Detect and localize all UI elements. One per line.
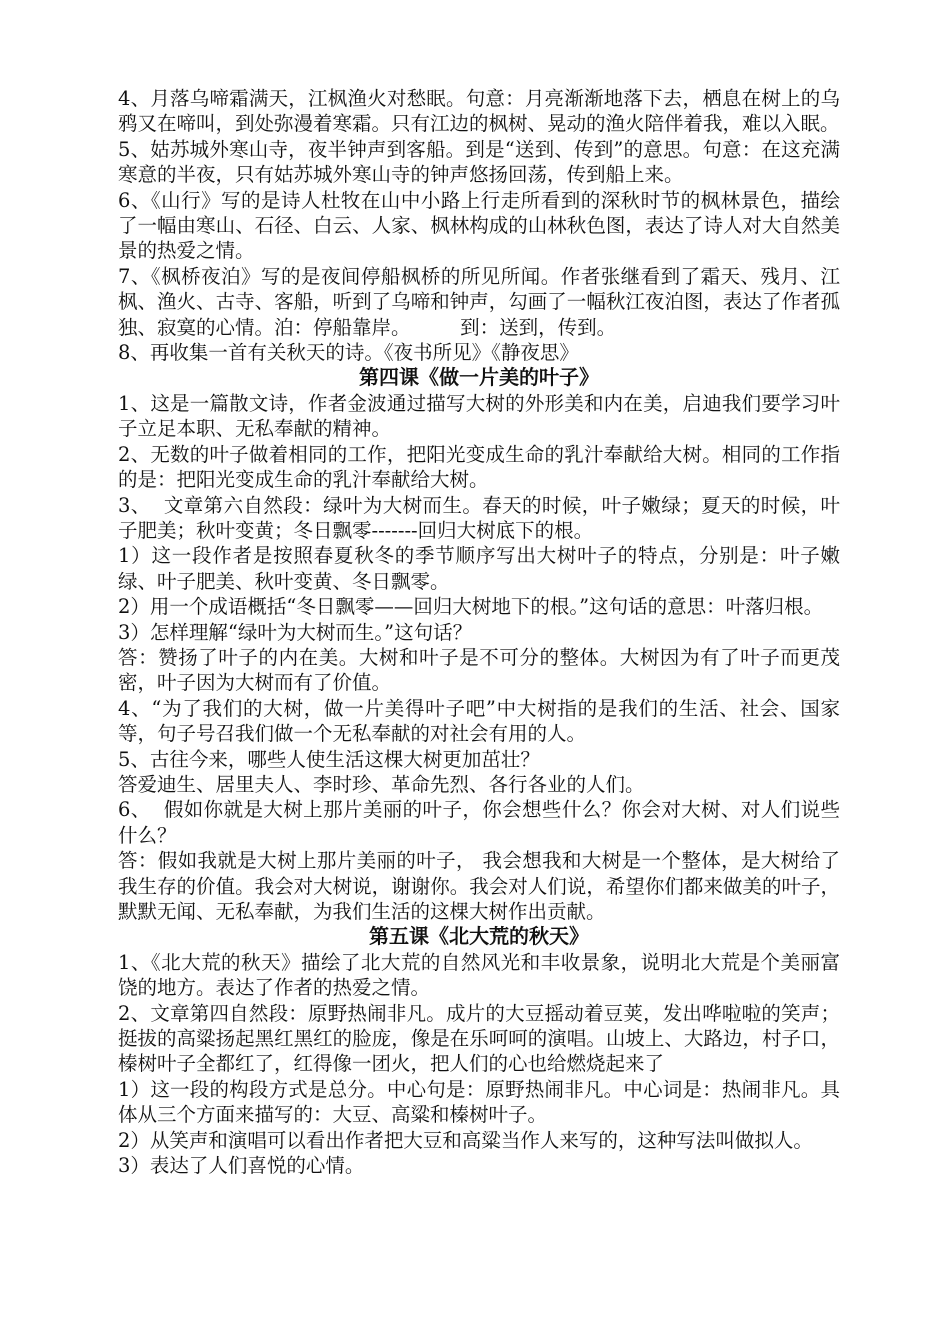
- paragraph-item-5: 5、姑苏城外寒山寺，夜半钟声到客船。到是“送到、传到”的意思。句意：在这充满寒意的半夜，只有姑苏城外寒山寺的钟声悠扬回荡，传到船上来。: [118, 137, 840, 187]
- lesson-5-heading: 第五课《北大荒的秋天》: [369, 924, 589, 949]
- paragraph-l4-3-3: 3）怎样理解“绿叶为大树而生。”这句话？: [118, 620, 473, 644]
- paragraph-l4-2: 2、无数的叶子做着相同的工作，把阳光变成生命的乳汁奉献给大树。相同的工作指的是：把阳光变成生命的乳汁奉献给大树。: [118, 442, 840, 492]
- paragraph-l4-5: 5、古往今来，哪些人使生活这棵大树更加茁壮？: [118, 747, 540, 771]
- paragraph-l5-2: 2、文章第四自然段：原野热闹非凡。成片的大豆摇动着豆荚，发出哗啦啦的笑声；挺拔的高粱扬起黑红黑红的脸庞，像是在乐呵呵的演唱。山坡上、大路边，村子口，榛树叶子全都红了，红得像一团火，把人们的心也给燃烧起来了: [118, 1001, 840, 1076]
- paragraph-l4-3-1: 1）这一段作者是按照春夏秋冬的季节顺序写出大树叶子的特点，分别是：叶子嫩绿、叶子肥美、秋叶变黄、冬日飘零。: [118, 544, 840, 593]
- paragraph-l5-1: 1、《北大荒的秋天》描绘了北大荒的自然风光和丰收景象，说明北大荒是个美丽富饶的地方。表达了作者的热爱之情。: [118, 950, 840, 1000]
- paragraph-item-7: 7、《枫桥夜泊》写的是夜间停船枫桥的所见所闻。作者张继看到了霜天、残月、江枫、渔火、古寺、客船，听到了乌啼和钟声，勾画了一幅秋江夜泊图，表达了作者孤独、寂寞的心情。泊：停船靠岸。 到：送到，传到。: [118, 264, 840, 339]
- paragraph-item-8: 8、再收集一首有关秋天的诗。《夜书所见》《静夜思》: [118, 341, 579, 365]
- paragraph-l4-answer-2: 答爱迪生、居里夫人、李时珍、革命先烈、各行各业的人们。: [118, 772, 645, 796]
- paragraph-l4-answer-3: 答：假如我就是大树上那片美丽的叶子， 我会想我和大树是一个整体，是大树给了我生存的价值。我会对大树说，谢谢你。我会对人们说，希望你们都来做美的叶子，默默无闻、无私奉献，为我们生活的这棵大树作出贡献。: [118, 849, 840, 923]
- paragraph-l5-2-1: 1）这一段的构段方式是总分。中心句是：原野热闹非凡。中心词是：热闹非凡。具体从三个方面来描写的：大豆、高粱和榛树叶子。: [118, 1077, 840, 1127]
- paragraph-l4-6: 6、 假如你就是大树上那片美丽的叶子，你会想些什么？你会对大树、对人们说些什么？: [118, 798, 840, 847]
- paragraph-l5-2-3: 3）表达了人们喜悦的心情。: [118, 1154, 365, 1178]
- paragraph-l5-2-2: 2）从笑声和演唱可以看出作者把大豆和高粱当作人来写的，这种写法叫做拟人。: [118, 1128, 813, 1152]
- paragraph-item-6: 6、《山行》写的是诗人杜牧在山中小路上行走所看到的深秋时节的枫林景色，描绘了一幅由寒山、石径、白云、人家、枫林构成的山林秋色图，表达了诗人对大自然美景的热爱之情。: [118, 188, 840, 263]
- paragraph-item-4: 4、月落乌啼霜满天，江枫渔火对愁眠。句意：月亮渐渐地落下去，栖息在树上的乌鸦又在啼叫，到处弥漫着寒霜。只有江边的枫树、晃动的渔火陪伴着我，难以入眠。: [118, 87, 840, 136]
- paragraph-l4-3-2: 2）用一个成语概括“冬日飘零——回归大树地下的根。”这句话的意思：叶落归根。: [118, 595, 824, 619]
- lesson-4-heading: 第四课《做一片美的叶子》: [359, 365, 599, 390]
- paragraph-l4-3: 3、 文章第六自然段：绿叶为大树而生。春天的时候，叶子嫩绿；夏天的时候，叶子肥美；秋叶变黄；冬日飘零-------回归大树底下的根。: [118, 493, 840, 542]
- paragraph-l4-4: 4、“为了我们的大树，做一片美得叶子吧”中大树指的是我们的生活、社会、国家等，句子号召我们做一个无私奉献的对社会有用的人。: [118, 696, 840, 746]
- document-page: [118, 86, 840, 1178]
- paragraph-l4-answer-1: 答：赞扬了叶子的内在美。大树和叶子是不可分的整体。大树因为有了叶子而更茂密，叶子因为大树而有了价值。: [118, 645, 840, 695]
- paragraph-l4-1: 1、这是一篇散文诗，作者金波通过描写大树的外形美和内在美，启迪我们要学习叶子立足本职、无私奉献的精神。: [118, 391, 840, 441]
